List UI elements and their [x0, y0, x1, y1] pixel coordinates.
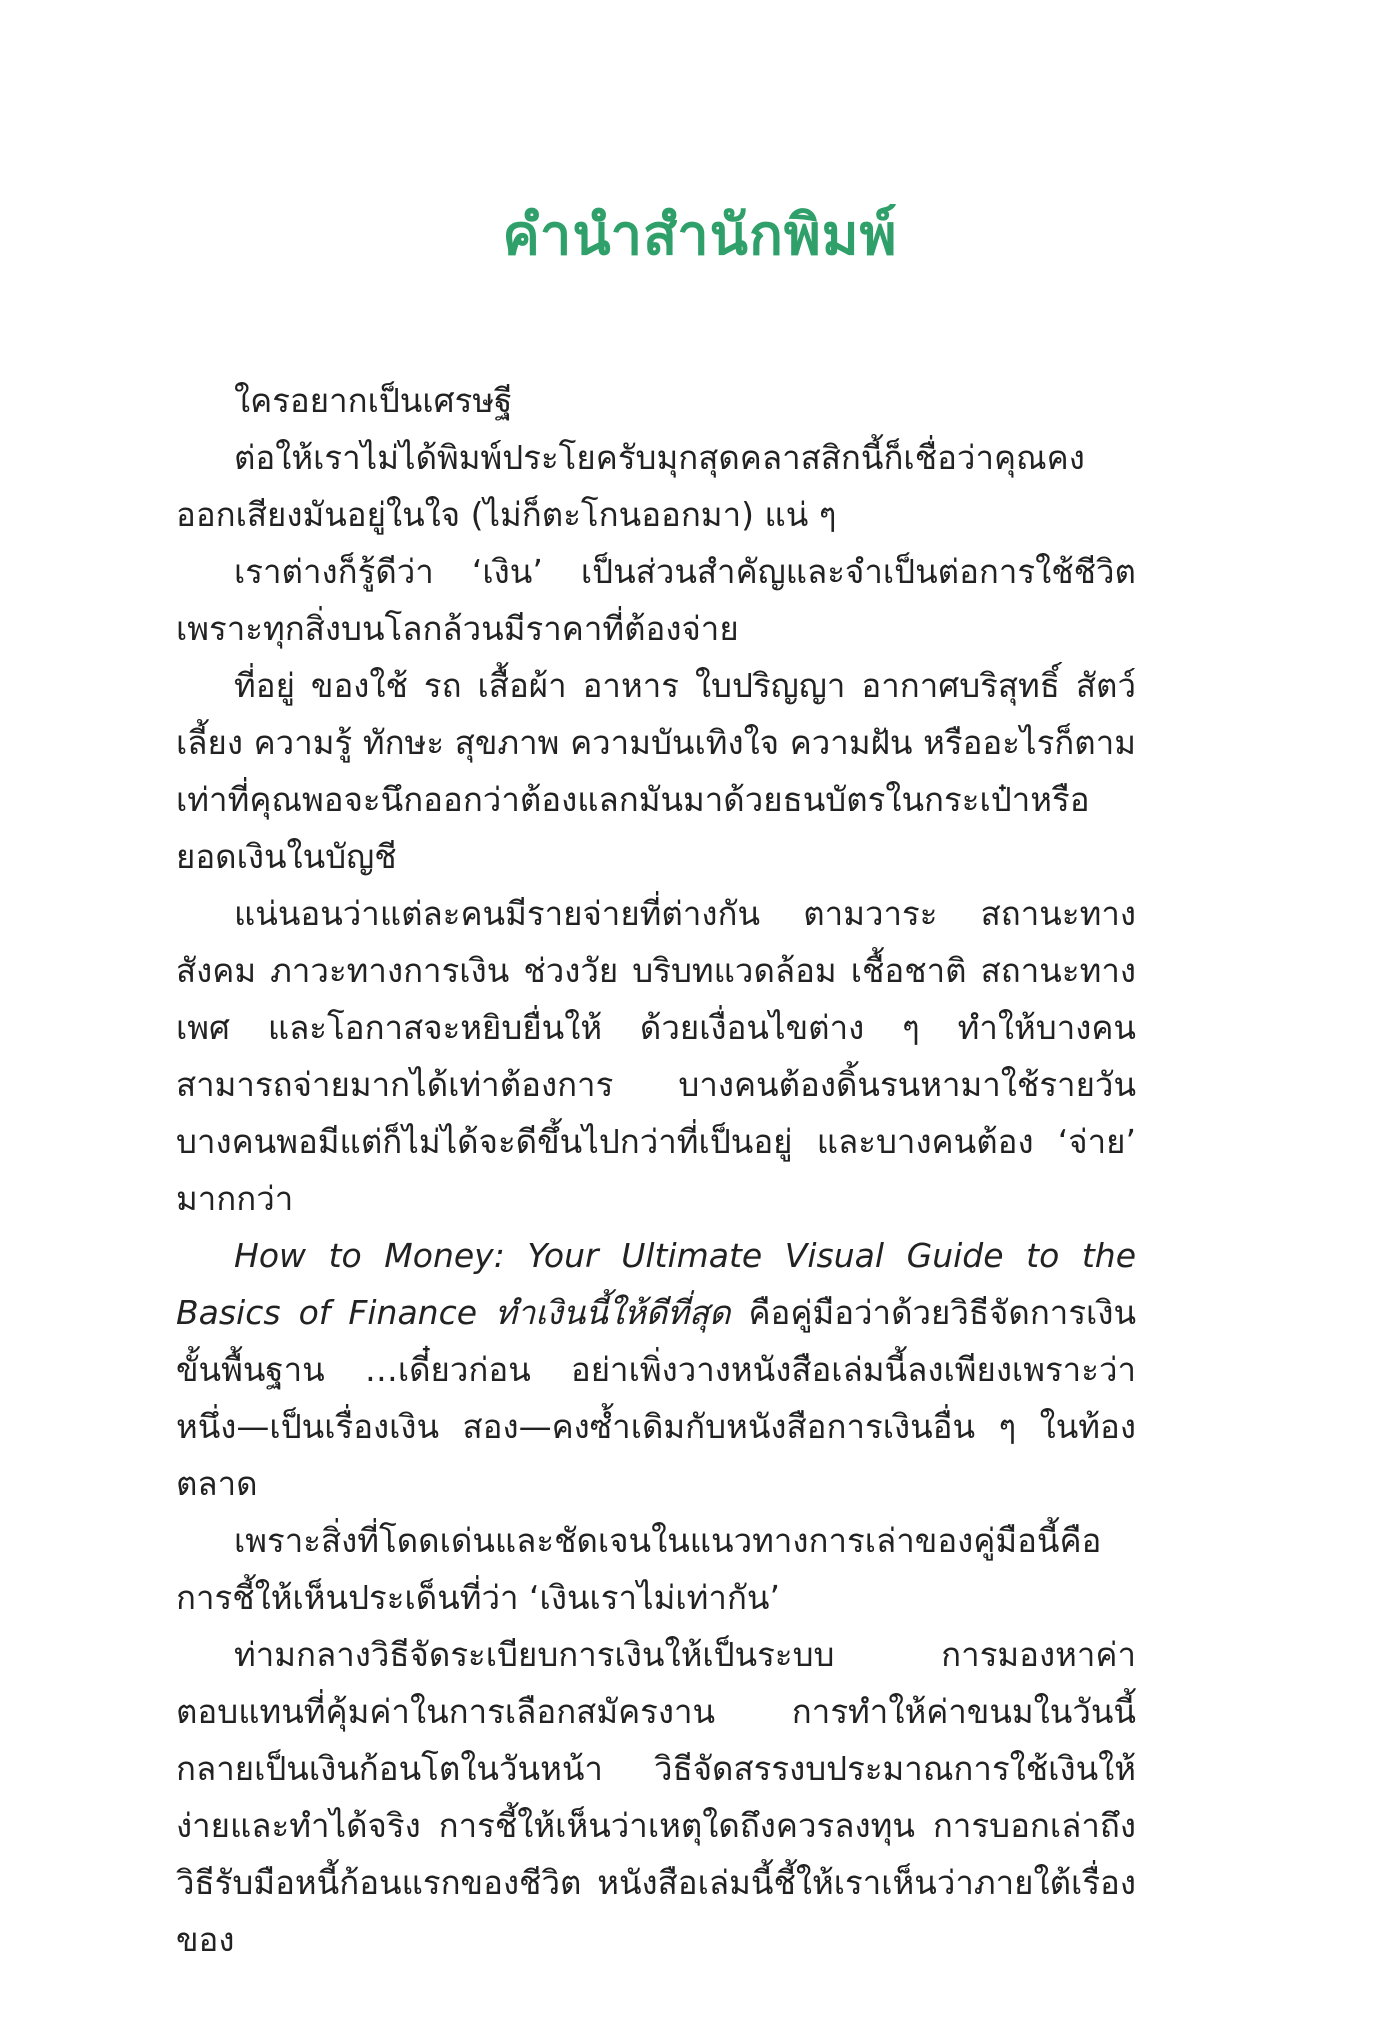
paragraph-4: ที่อยู่ ของใช้ รถ เสื้อผ้า อาหาร ใบปริญญา อากาศบริสุทธิ์ สัตว์เลี้ยง ความรู้ ทักษะ สุขภาพ ความบันเทิงใจ ความฝัน หรืออะไรก็ตามเท่าที่คุณพอจะนึกออกว่าต้องแลกมันมาด้วยธนบัตรในกระเป๋าหรือยอดเงินในบัญชี — [176, 666, 1136, 876]
body-text — [176, 372, 1136, 1968]
page-title: คำนำสำนักพิมพ์ — [502, 203, 898, 268]
paragraph-7: เพราะสิ่งที่โดดเด่นและชัดเจนในแนวทางการเล่าของคู่มือนี้คือการชี้ให้เห็นประเด็นที่ว่า ‘เงินเราไม่เท่ากัน’ — [176, 1521, 1102, 1617]
paragraph-5: แน่นอนว่าแต่ละคนมีรายจ่ายที่ต่างกัน ตามวาระ สถานะทางสังคม ภาวะทางการเงิน ช่วงวัย บริบทแวดล้อม เชื้อชาติ สถานะทางเพศ และโอกาสจะหยิบยื่นให้ ด้วยเงื่อนไขต่าง ๆ ทำให้บางคนสามารถจ่ายมากได้เท่าต้องการ บางคนต้องดิ้นรนหามาใช้รายวัน บางคนพอมีแต่ก็ไม่ได้จะดีขึ้นไปกว่าที่เป็นอยู่ และบางคนต้อง ‘จ่าย’ มากกว่า — [176, 894, 1136, 1218]
paragraph-3: เราต่างก็รู้ดีว่า ‘เงิน’ เป็นส่วนสำคัญและจำเป็นต่อการใช้ชีวิตเพราะทุกสิ่งบนโลกล้วนมีราคาที่ต้องจ่าย — [176, 552, 1136, 648]
paragraph-2: ต่อให้เราไม่ได้พิมพ์ประโยครับมุกสุดคลาสสิกนี้ก็เชื่อว่าคุณคงออกเสียงมันอยู่ในใจ (ไม่ก็ตะโกนออกมา) แน่ ๆ — [176, 438, 1085, 534]
paragraph-8: ท่ามกลางวิธีจัดระเบียบการเงินให้เป็นระบบ การมองหาค่าตอบแทนที่คุ้มค่าในการเลือกสมัครงาน การทำให้ค่าขนมในวันนี้กลายเป็นเงินก้อนโตในวันหน้า วิธีจัดสรรงบประมาณการใช้เงินให้ง่ายและทำได้จริง การชี้ให้เห็นว่าเหตุใดถึงควรลงทุน การบอกเล่าถึงวิธีรับมือหนี้ก้อนแรกของชีวิต หนังสือเล่มนี้ชี้ให้เราเห็นว่าภายใต้เรื่องของ — [176, 1635, 1136, 1959]
book-title-italic: How to Money: Your Ultimate Visual Guide to the Basics of Finance ทำเงินนี้ให้ดีที่สุด — [176, 1236, 1136, 1332]
paragraph-6: How to Money: Your Ultimate Visual Guide to the Basics of Finance ทำเงินนี้ให้ดีที่สุด คือคู่มือว่าด้วยวิธีจัดการเงินขั้นพื้นฐาน …เดี๋ยวก่อน อย่าเพิ่งวางหนังสือเล่มนี้ลงเพียงเพราะว่า หนึ่ง—เป็นเรื่องเงิน สอง—คงซ้ำเดิมกับหนังสือการเงินอื่น ๆ ในท้องตลาด — [176, 1236, 1137, 1503]
paragraph-1: ใครอยากเป็นเศรษฐี — [234, 381, 513, 420]
